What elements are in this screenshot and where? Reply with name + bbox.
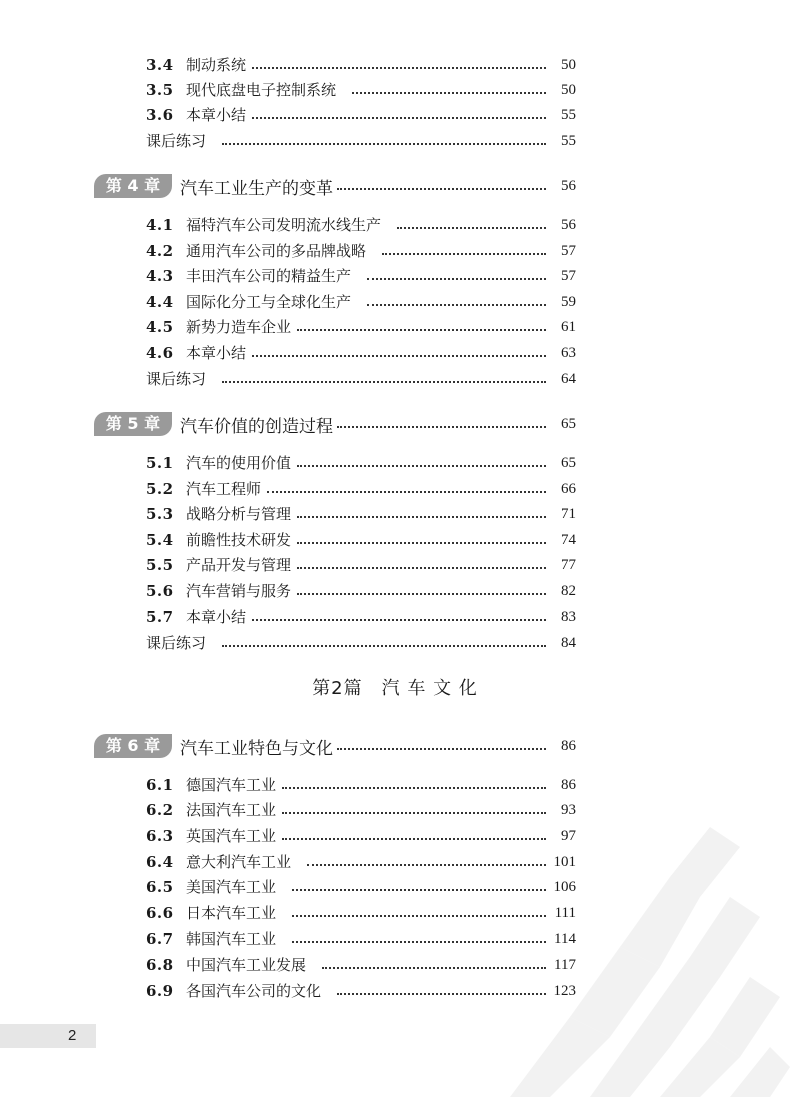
- page-number-bar: [0, 1024, 96, 1048]
- page-ref: 56: [561, 177, 576, 194]
- page-ref: 97: [561, 828, 576, 844]
- toc-entry-3-4[interactable]: [146, 54, 576, 76]
- dot-leader: [282, 838, 546, 840]
- toc-entry-exercises-4[interactable]: [146, 368, 576, 390]
- page-ref: 55: [561, 133, 576, 149]
- section-title: 英国汽车工业: [186, 827, 277, 845]
- part-heading: 第2篇 汽 车 文 化: [312, 678, 478, 699]
- toc-entry-6-6[interactable]: [146, 902, 576, 924]
- toc-entry-4-5[interactable]: [146, 316, 576, 338]
- section-title: 各国汽车公司的文化: [186, 982, 322, 1000]
- section-title: 课后练习: [146, 132, 207, 150]
- page-ref: 77: [561, 557, 576, 573]
- section-number: 5.4: [146, 531, 174, 549]
- section-title: 本章小结: [186, 106, 247, 124]
- section-number: 3.4: [146, 56, 174, 74]
- dot-leader: [222, 381, 546, 383]
- dot-leader: [292, 915, 546, 917]
- toc-entry-4-1[interactable]: [146, 214, 576, 236]
- section-number: 6.5: [146, 878, 174, 896]
- section-title: 通用汽车公司的多品牌战略: [186, 242, 367, 260]
- chapter-title: 汽车工业生产的变革: [180, 178, 333, 199]
- dot-leader: [282, 812, 546, 814]
- dot-leader: [322, 967, 546, 969]
- section-number: 4.5: [146, 318, 174, 336]
- page-ref: 65: [561, 415, 576, 432]
- page-ref: 56: [561, 217, 576, 233]
- toc-entry-5-6[interactable]: [146, 580, 576, 602]
- toc-entry-exercises-3[interactable]: [146, 130, 576, 152]
- page-ref: 101: [553, 854, 576, 870]
- toc-entry-6-3[interactable]: [146, 825, 576, 847]
- section-number: 4.2: [146, 242, 174, 260]
- dot-leader: [297, 567, 546, 569]
- section-number: 4.4: [146, 293, 174, 311]
- toc-entry-5-7[interactable]: [146, 606, 576, 628]
- page-ref: 82: [561, 583, 576, 599]
- dot-leader: [337, 993, 546, 995]
- toc-entry-4-6[interactable]: [146, 342, 576, 364]
- page-ref: 111: [554, 905, 576, 921]
- dot-leader: [282, 787, 546, 789]
- section-title: 前瞻性技术研发: [186, 531, 292, 549]
- section-number: 3.5: [146, 81, 174, 99]
- section-number: 6.2: [146, 801, 174, 819]
- page-ref: 64: [561, 371, 576, 387]
- toc-entry-6-7[interactable]: [146, 928, 576, 950]
- dot-leader: [382, 253, 546, 255]
- section-number: 5.6: [146, 582, 174, 600]
- section-title: 福特汽车公司发明流水线生产: [186, 216, 382, 234]
- section-number: 6.4: [146, 853, 174, 871]
- dot-leader: [222, 143, 546, 145]
- dot-leader: [297, 593, 546, 595]
- section-title: 课后练习: [146, 370, 207, 388]
- toc-entry-6-1[interactable]: [146, 774, 576, 796]
- dot-leader: [252, 355, 546, 357]
- section-number: 4.6: [146, 344, 174, 362]
- toc-entry-6-9[interactable]: [146, 980, 576, 1002]
- dot-leader: [297, 516, 546, 518]
- dot-leader: [252, 67, 546, 69]
- toc-entry-5-4[interactable]: [146, 529, 576, 551]
- page-ref: 114: [554, 931, 576, 947]
- toc-entry-6-2[interactable]: [146, 799, 576, 821]
- section-number: 5.5: [146, 556, 174, 574]
- toc-chapter-6[interactable]: [94, 732, 576, 760]
- section-number: 6.8: [146, 956, 174, 974]
- section-number: 6.3: [146, 827, 174, 845]
- toc-entry-3-6[interactable]: [146, 104, 576, 126]
- dot-leader: [307, 864, 546, 866]
- section-title: 汽车工程师: [186, 480, 262, 498]
- section-title: 韩国汽车工业: [186, 930, 277, 948]
- page-ref: 93: [561, 802, 576, 818]
- section-number: 4.3: [146, 267, 174, 285]
- section-title: 法国汽车工业: [186, 801, 277, 819]
- section-title: 现代底盘电子控制系统: [186, 81, 337, 99]
- page-ref: 57: [561, 243, 576, 259]
- dot-leader: [337, 426, 546, 428]
- section-title: 课后练习: [146, 634, 207, 652]
- section-title: 德国汽车工业: [186, 776, 277, 794]
- toc-entry-6-8[interactable]: [146, 954, 576, 976]
- section-number: 5.1: [146, 454, 174, 472]
- dot-leader: [367, 304, 546, 306]
- dot-leader: [337, 748, 546, 750]
- section-number: 6.7: [146, 930, 174, 948]
- toc-chapter-4[interactable]: [94, 172, 576, 200]
- section-title: 战略分析与管理: [186, 505, 292, 523]
- section-number: 5.2: [146, 480, 174, 498]
- toc-entry-6-4[interactable]: [146, 851, 576, 873]
- toc-entry-5-1[interactable]: [146, 452, 576, 474]
- section-title: 产品开发与管理: [186, 556, 292, 574]
- toc-entry-5-2[interactable]: [146, 478, 576, 500]
- section-title: 美国汽车工业: [186, 878, 277, 896]
- section-number: 6.1: [146, 776, 174, 794]
- page-ref: 71: [561, 506, 576, 522]
- section-title: 制动系统: [186, 56, 247, 74]
- page-ref: 59: [561, 294, 576, 310]
- page-ref: 106: [553, 879, 576, 895]
- toc-entry-4-4[interactable]: [146, 291, 576, 313]
- dot-leader: [297, 329, 546, 331]
- section-title: 汽车营销与服务: [186, 582, 292, 600]
- page-ref: 83: [561, 609, 576, 625]
- section-title: 汽车的使用价值: [186, 454, 292, 472]
- dot-leader: [292, 889, 546, 891]
- toc-entry-4-2[interactable]: [146, 240, 576, 262]
- toc-entry-6-5[interactable]: [146, 876, 576, 898]
- section-title: 新势力造车企业: [186, 318, 292, 336]
- dot-leader: [252, 117, 546, 119]
- chapter-badge: 第 6 章: [94, 734, 172, 758]
- page-ref: 86: [561, 737, 576, 754]
- toc-entry-4-3[interactable]: [146, 265, 576, 287]
- section-title: 中国汽车工业发展: [186, 956, 307, 974]
- chapter-badge: 第 5 章: [94, 412, 172, 436]
- page-ref: 66: [561, 481, 576, 497]
- dot-leader: [367, 278, 546, 280]
- page-ref: 117: [554, 957, 576, 973]
- page-ref: 84: [561, 635, 576, 651]
- page-ref: 74: [561, 532, 576, 548]
- section-title: 日本汽车工业: [186, 904, 277, 922]
- section-title: 意大利汽车工业: [186, 853, 292, 871]
- dot-leader: [397, 227, 546, 229]
- toc-entry-5-3[interactable]: [146, 503, 576, 525]
- page-ref: 50: [561, 57, 576, 73]
- page-ref: 65: [561, 455, 576, 471]
- section-number: 4.1: [146, 216, 174, 234]
- toc-entry-5-5[interactable]: [146, 554, 576, 576]
- toc-entry-exercises-5[interactable]: [146, 632, 576, 654]
- section-number: 5.3: [146, 505, 174, 523]
- dot-leader: [352, 92, 546, 94]
- dot-leader: [222, 645, 546, 647]
- page-ref: 123: [553, 983, 576, 999]
- page-ref: 50: [561, 82, 576, 98]
- section-title: 丰田汽车公司的精益生产: [186, 267, 352, 285]
- page-ref: 63: [561, 345, 576, 361]
- chapter-badge: 第 4 章: [94, 174, 172, 198]
- section-number: 6.9: [146, 982, 174, 1000]
- dot-leader: [337, 188, 546, 190]
- dot-leader: [297, 465, 546, 467]
- page-ref: 57: [561, 268, 576, 284]
- section-number: 5.7: [146, 608, 174, 626]
- page-ref: 61: [561, 319, 576, 335]
- chapter-title: 汽车工业特色与文化: [180, 738, 333, 759]
- section-number: 3.6: [146, 106, 174, 124]
- section-number: 6.6: [146, 904, 174, 922]
- toc-entry-3-5[interactable]: [146, 79, 576, 101]
- dot-leader: [267, 491, 546, 493]
- toc-chapter-5[interactable]: [94, 410, 576, 438]
- page-number: 2: [68, 1027, 77, 1044]
- dot-leader: [252, 619, 546, 621]
- page-ref: 55: [561, 107, 576, 123]
- page-ref: 86: [561, 777, 576, 793]
- dot-leader: [292, 941, 546, 943]
- section-title: 国际化分工与全球化生产: [186, 293, 352, 311]
- chapter-title: 汽车价值的创造过程: [180, 416, 333, 437]
- section-title: 本章小结: [186, 608, 247, 626]
- dot-leader: [297, 542, 546, 544]
- section-title: 本章小结: [186, 344, 247, 362]
